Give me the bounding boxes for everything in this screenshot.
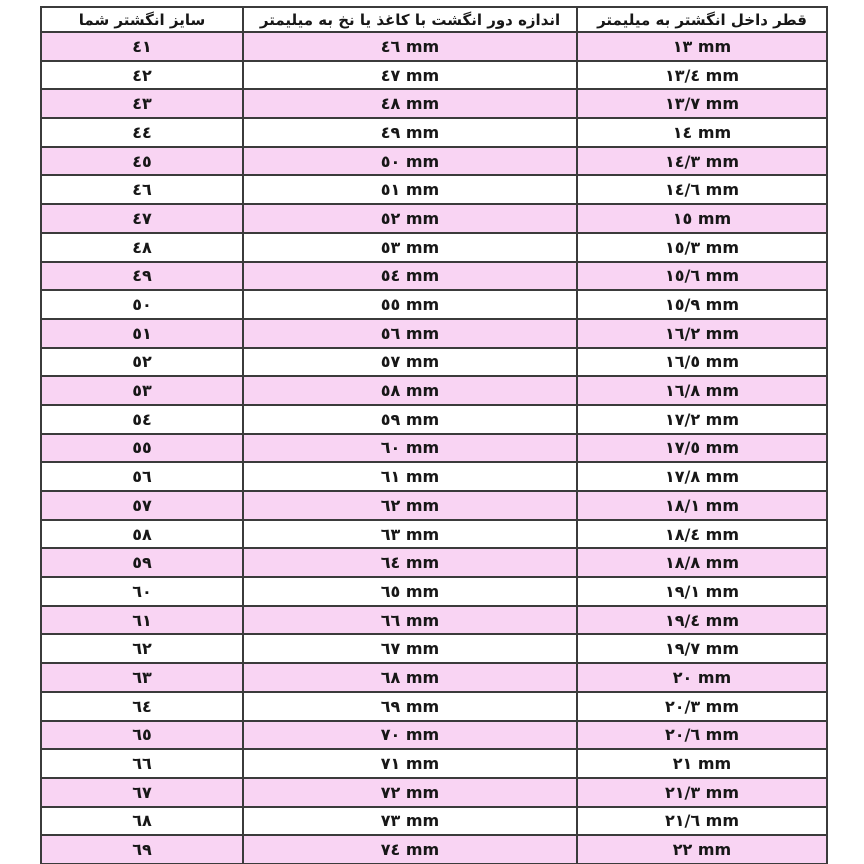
diameter-cell: ١٧/٢ mm [577, 405, 827, 434]
table-row [41, 262, 827, 291]
table-row [41, 606, 827, 635]
circumference-cell: ٧٤ mm [243, 835, 577, 864]
circumference-cell: ٤٧ mm [243, 61, 577, 90]
diameter-cell: ٢١/٦ mm [577, 807, 827, 836]
size-cell: ٦٣ [41, 663, 243, 692]
diameter-cell: ١٥/٩ mm [577, 290, 827, 319]
circumference-cell: ٥١ mm [243, 175, 577, 204]
diameter-cell: ٢٠/٦ mm [577, 721, 827, 750]
diameter-cell: ١٦/٨ mm [577, 376, 827, 405]
size-cell: ٦٤ [41, 692, 243, 721]
diameter-cell: ١٣/٧ mm [577, 89, 827, 118]
circumference-cell: ٧٢ mm [243, 778, 577, 807]
size-cell: ٥٠ [41, 290, 243, 319]
diameter-cell: ١٣ mm [577, 32, 827, 61]
table-row [41, 290, 827, 319]
table-row [41, 118, 827, 147]
diameter-cell: ١٣/٤ mm [577, 61, 827, 90]
size-cell: ٦١ [41, 606, 243, 635]
size-cell: ٥٧ [41, 491, 243, 520]
table-row [41, 663, 827, 692]
table-body [41, 32, 827, 864]
circumference-cell: ٥٢ mm [243, 204, 577, 233]
diameter-cell: ١٨/١ mm [577, 491, 827, 520]
diameter-cell: ١٩/٧ mm [577, 634, 827, 663]
circumference-cell: ٥٩ mm [243, 405, 577, 434]
diameter-cell: ١٨/٨ mm [577, 548, 827, 577]
diameter-cell: ١٩/٤ mm [577, 606, 827, 635]
table-row [41, 749, 827, 778]
table-row [41, 405, 827, 434]
circumference-cell: ٥٦ mm [243, 319, 577, 348]
diameter-cell: ١٦/٢ mm [577, 319, 827, 348]
diameter-cell: ١٥ mm [577, 204, 827, 233]
size-cell: ٥٢ [41, 348, 243, 377]
circumference-cell: ٧٠ mm [243, 721, 577, 750]
circumference-cell: ٦١ mm [243, 462, 577, 491]
size-cell: ٥٤ [41, 405, 243, 434]
table-row [41, 807, 827, 836]
circumference-cell: ٤٩ mm [243, 118, 577, 147]
circumference-cell: ٤٦ mm [243, 32, 577, 61]
table-row [41, 376, 827, 405]
diameter-cell: ١٤ mm [577, 118, 827, 147]
diameter-cell: ١٦/٥ mm [577, 348, 827, 377]
circumference-cell: ٦٦ mm [243, 606, 577, 635]
table-row [41, 634, 827, 663]
circumference-cell: ٦٩ mm [243, 692, 577, 721]
diameter-cell: ١٧/٨ mm [577, 462, 827, 491]
circumference-cell: ٦٨ mm [243, 663, 577, 692]
size-cell: ٦٧ [41, 778, 243, 807]
table-row [41, 548, 827, 577]
table-row [41, 491, 827, 520]
size-cell: ٥٣ [41, 376, 243, 405]
table-row [41, 835, 827, 864]
circumference-cell: ٥٧ mm [243, 348, 577, 377]
size-cell: ٤٢ [41, 61, 243, 90]
circumference-cell: ٧٣ mm [243, 807, 577, 836]
size-cell: ٥٥ [41, 434, 243, 463]
table-row [41, 233, 827, 262]
circumference-cell: ٥٨ mm [243, 376, 577, 405]
table-row [41, 89, 827, 118]
table-row [41, 348, 827, 377]
size-cell: ٦٢ [41, 634, 243, 663]
circumference-cell: ٥٣ mm [243, 233, 577, 262]
size-cell: ٤٦ [41, 175, 243, 204]
circumference-cell: ٥٥ mm [243, 290, 577, 319]
table-row [41, 692, 827, 721]
circumference-cell: ٦٤ mm [243, 548, 577, 577]
header-size: سایز انگشتر شما [41, 7, 243, 32]
diameter-cell: ١٤/٣ mm [577, 147, 827, 176]
ring-size-table [40, 6, 828, 864]
size-cell: ٤١ [41, 32, 243, 61]
table-row [41, 319, 827, 348]
table-row [41, 32, 827, 61]
size-cell: ٥١ [41, 319, 243, 348]
table-row [41, 520, 827, 549]
diameter-cell: ١٩/١ mm [577, 577, 827, 606]
table-header [41, 7, 827, 32]
diameter-cell: ١٤/٦ mm [577, 175, 827, 204]
size-cell: ٥٨ [41, 520, 243, 549]
size-cell: ٦٦ [41, 749, 243, 778]
size-cell: ٥٩ [41, 548, 243, 577]
header-circumference: اندازه دور انگشت با کاغذ یا نخ به میلیمتر [243, 7, 577, 32]
size-cell: ٤٥ [41, 147, 243, 176]
diameter-cell: ٢١/٣ mm [577, 778, 827, 807]
table-row [41, 462, 827, 491]
circumference-cell: ٧١ mm [243, 749, 577, 778]
diameter-cell: ٢١ mm [577, 749, 827, 778]
table-row [41, 61, 827, 90]
size-cell: ٤٨ [41, 233, 243, 262]
table-row [41, 577, 827, 606]
size-cell: ٥٦ [41, 462, 243, 491]
size-cell: ٦٥ [41, 721, 243, 750]
diameter-cell: ٢٠/٣ mm [577, 692, 827, 721]
table-row [41, 721, 827, 750]
header-diameter: قطر داخل انگشتر به میلیمتر [577, 7, 827, 32]
size-cell: ٦٩ [41, 835, 243, 864]
table-row [41, 147, 827, 176]
diameter-cell: ١٧/٥ mm [577, 434, 827, 463]
circumference-cell: ٦٣ mm [243, 520, 577, 549]
diameter-cell: ١٨/٤ mm [577, 520, 827, 549]
circumference-cell: ٥٤ mm [243, 262, 577, 291]
table-row [41, 778, 827, 807]
size-cell: ٦٠ [41, 577, 243, 606]
circumference-cell: ٦٢ mm [243, 491, 577, 520]
size-cell: ٤٩ [41, 262, 243, 291]
circumference-cell: ٦٧ mm [243, 634, 577, 663]
size-cell: ٤٤ [41, 118, 243, 147]
diameter-cell: ١٥/٦ mm [577, 262, 827, 291]
header-row [41, 7, 827, 32]
circumference-cell: ٤٨ mm [243, 89, 577, 118]
circumference-cell: ٦٠ mm [243, 434, 577, 463]
circumference-cell: ٦٥ mm [243, 577, 577, 606]
table-row [41, 434, 827, 463]
size-cell: ٦٨ [41, 807, 243, 836]
table-row [41, 175, 827, 204]
circumference-cell: ٥٠ mm [243, 147, 577, 176]
diameter-cell: ١٥/٣ mm [577, 233, 827, 262]
size-cell: ٤٣ [41, 89, 243, 118]
diameter-cell: ٢٢ mm [577, 835, 827, 864]
diameter-cell: ٢٠ mm [577, 663, 827, 692]
table-row [41, 204, 827, 233]
size-cell: ٤٧ [41, 204, 243, 233]
